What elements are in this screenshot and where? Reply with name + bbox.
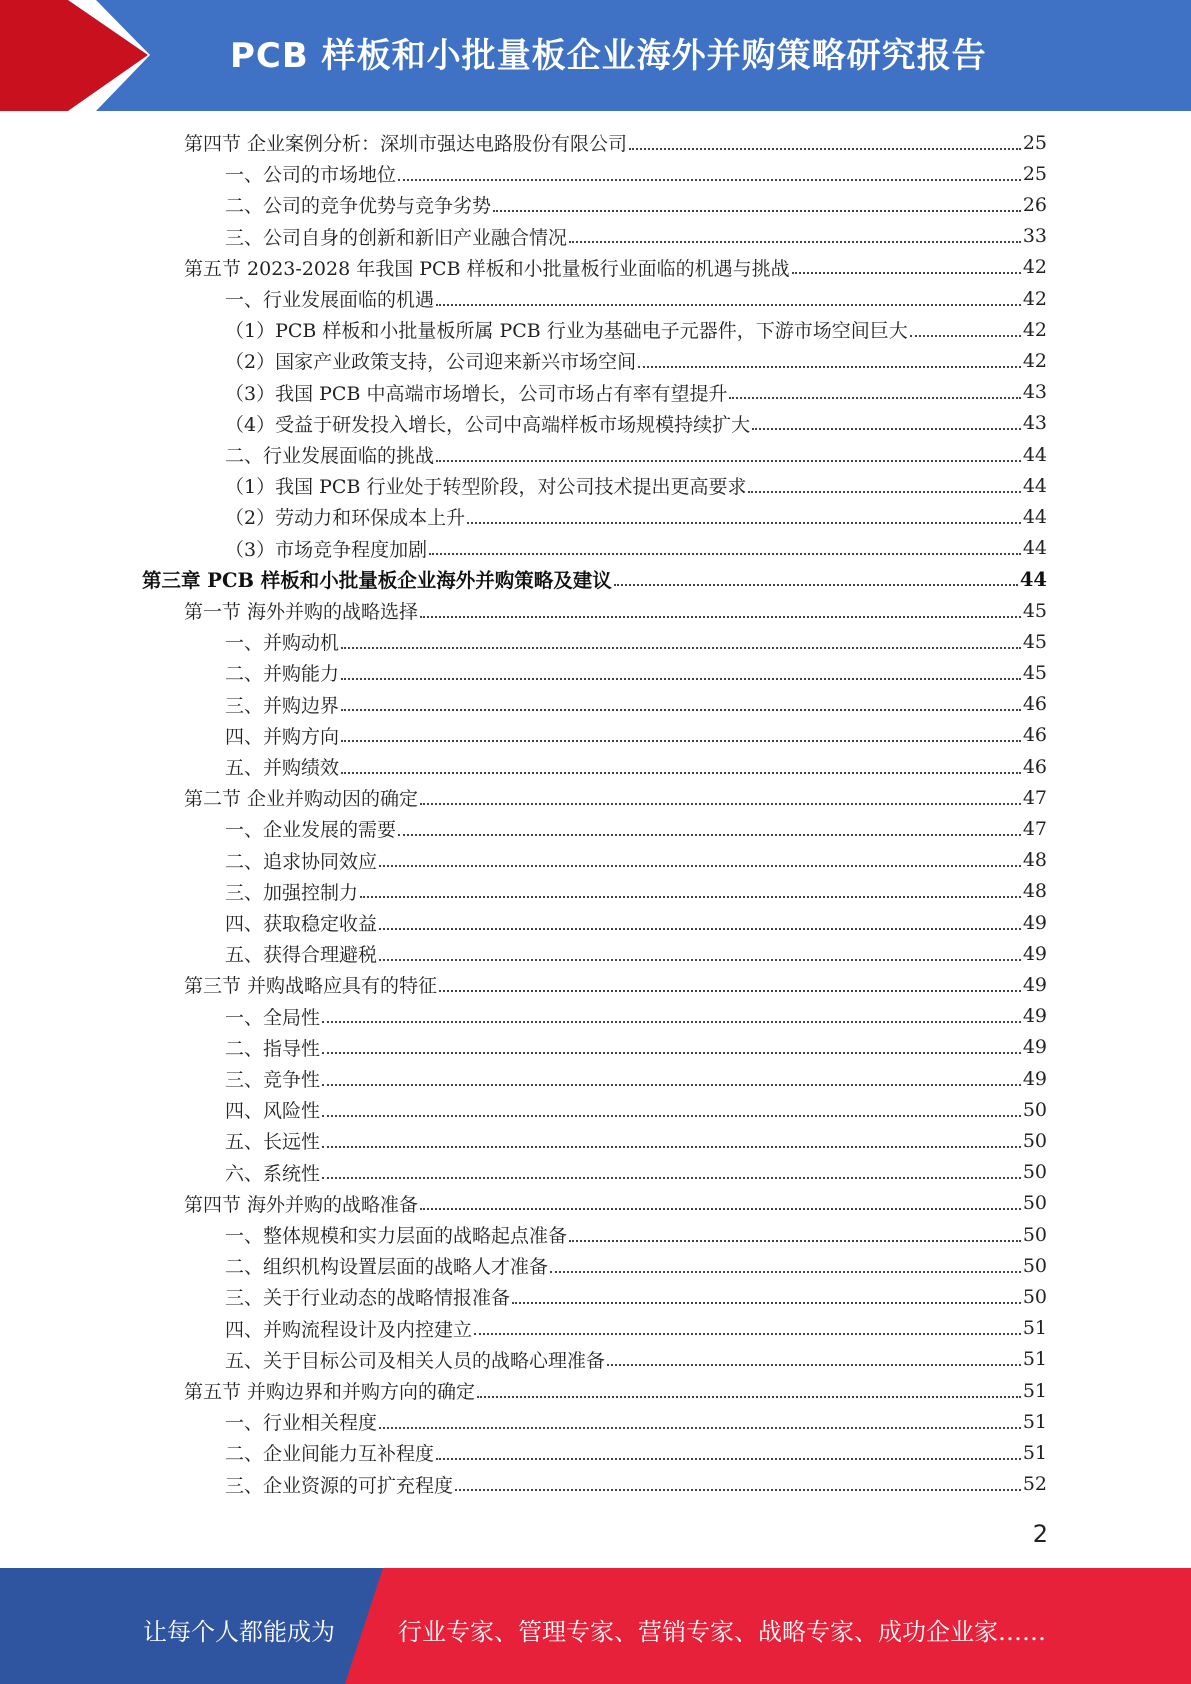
toc-entry-page: 49	[1022, 1067, 1047, 1090]
toc-leader-dots	[429, 553, 1021, 555]
toc-entry-title: （4）受益于研发投入增长，公司中高端样板市场规模持续扩大	[225, 413, 751, 436]
toc-leader-dots	[420, 803, 1021, 805]
toc-entry-page: 44	[1022, 474, 1047, 497]
toc-entry-title: 一、行业相关程度	[225, 1412, 378, 1435]
toc-entry-title: 一、整体规模和实力层面的战略起点准备	[225, 1225, 568, 1247]
toc-entry[interactable]	[225, 938, 1047, 969]
toc-entry-page: 52	[1022, 1473, 1047, 1496]
toc-leader-dots	[322, 1021, 1021, 1023]
toc-entry[interactable]	[225, 158, 1047, 189]
toc-entry[interactable]	[225, 876, 1047, 907]
toc-leader-dots	[550, 1271, 1021, 1273]
toc-leader-dots	[360, 896, 1021, 898]
toc-entry-page: 46	[1022, 693, 1047, 716]
toc-entry-page: 50	[1022, 1223, 1047, 1246]
toc-leader-dots	[341, 772, 1021, 774]
toc-entry-title: 二、指导性	[225, 1037, 321, 1060]
toc-leader-dots	[455, 1489, 1021, 1491]
toc-entry-title: 三、竞争性	[225, 1069, 321, 1091]
toc-entry-title: （1）我国 PCB 行业处于转型阶段，对公司技术提出更高要求	[225, 476, 747, 499]
toc-entry[interactable]	[225, 408, 1047, 439]
toc-entry-page: 44	[1022, 505, 1047, 528]
toc-entry[interactable]	[225, 283, 1047, 314]
toc-entry[interactable]	[225, 1250, 1047, 1281]
toc-entry-page: 50	[1022, 1098, 1047, 1121]
toc-entry-page: 49	[1022, 1005, 1047, 1028]
toc-entry[interactable]	[225, 626, 1047, 657]
toc-leader-dots	[379, 1427, 1021, 1429]
toc-leader-dots	[638, 366, 1021, 368]
toc-entry-page: 47	[1022, 786, 1047, 809]
toc-leader-dots	[341, 647, 1021, 649]
toc-entry-page: 42	[1022, 287, 1047, 310]
footer-slogan-right: 行业专家、管理专家、营销专家、战略专家、成功企业家……	[398, 1618, 1046, 1646]
toc-entry-title: 三、并购边界	[225, 694, 340, 717]
toc-entry-page: 49	[1022, 942, 1047, 965]
toc-entry[interactable]	[225, 657, 1047, 688]
toc-entry-page: 43	[1022, 381, 1047, 404]
toc-entry[interactable]	[225, 221, 1047, 252]
toc-leader-dots	[398, 834, 1021, 836]
toc-leader-dots	[322, 1115, 1021, 1117]
toc-leader-dots	[729, 397, 1020, 399]
toc-entry[interactable]	[225, 1406, 1047, 1437]
toc-entry-page: 47	[1022, 817, 1047, 840]
toc-entry[interactable]	[225, 439, 1047, 470]
toc-entry-title: 一、全局性	[225, 1006, 321, 1029]
toc-entry-title: （2）劳动力和环保成本上升	[225, 507, 466, 530]
toc-entry-title: 五、长远性	[225, 1131, 321, 1154]
toc-entry-page: 42	[1022, 256, 1047, 279]
toc-entry-title: 二、企业间能力互补程度	[225, 1443, 435, 1466]
toc-entry-page: 44	[1022, 443, 1047, 466]
toc-entry-page: 45	[1022, 630, 1047, 653]
page-number: 2	[1032, 1520, 1048, 1548]
toc-leader-dots	[467, 522, 1021, 524]
toc-entry-page: 49	[1022, 911, 1047, 934]
toc-entry-page: 50	[1022, 1192, 1047, 1215]
toc-leader-dots	[569, 241, 1021, 243]
toc-entry[interactable]	[225, 314, 1047, 345]
toc-entry[interactable]	[225, 1437, 1047, 1468]
toc-entry-title: （1）PCB 样板和小批量板所属 PCB 行业为基础电子元器件，下游市场空间巨大	[225, 320, 908, 343]
toc-entry[interactable]	[225, 1094, 1047, 1125]
toc-entry[interactable]	[225, 377, 1047, 408]
toc-entry[interactable]	[225, 501, 1047, 532]
toc-entry[interactable]	[225, 907, 1047, 938]
toc-entry-page: 50	[1022, 1129, 1047, 1152]
toc-entry[interactable]	[225, 189, 1047, 220]
toc-leader-dots	[792, 272, 1021, 274]
toc-entry-page: 45	[1022, 599, 1047, 622]
toc-leader-dots	[420, 616, 1021, 618]
toc-entry-page: 50	[1022, 1285, 1047, 1308]
toc-entry-title: 第三节 并购战略应具有的特征	[184, 975, 438, 998]
toc-entry-title: 四、并购方向	[225, 725, 340, 748]
toc-entry-title: 第五节 并购边界和并购方向的确定	[184, 1381, 476, 1403]
toc-entry-title: 五、并购绩效	[225, 757, 340, 779]
toc-leader-dots	[341, 740, 1021, 742]
toc-leader-dots	[512, 1302, 1021, 1304]
toc-leader-dots	[341, 709, 1021, 711]
toc-entry[interactable]	[225, 1281, 1047, 1312]
toc-entry-title: 第一节 海外并购的战略选择	[184, 601, 419, 623]
toc-entry-title: 三、公司自身的创新和新旧产业融合情况	[225, 226, 568, 249]
toc-entry-title: 第四节 企业案例分析：深圳市强达电路股份有限公司	[184, 133, 628, 155]
toc-entry[interactable]	[184, 969, 1047, 1000]
toc-entry-page: 45	[1022, 661, 1047, 684]
toc-entry[interactable]	[225, 1313, 1047, 1344]
toc-entry[interactable]	[225, 720, 1047, 751]
toc-leader-dots	[341, 678, 1021, 680]
toc-leader-dots	[614, 584, 1018, 586]
toc-entry-title: 第五节 2023-2028 年我国 PCB 样板和小批量板行业面临的机遇与挑战	[184, 257, 790, 280]
toc-entry-page: 51	[1022, 1410, 1047, 1433]
toc-entry[interactable]	[225, 1125, 1047, 1156]
toc-entry-page: 43	[1022, 412, 1047, 435]
toc-leader-dots	[436, 304, 1021, 306]
toc-entry-page: 51	[1022, 1441, 1047, 1464]
toc-leader-dots	[379, 865, 1021, 867]
toc-entry-title: 二、组织机构设置层面的战略人才准备	[225, 1256, 549, 1279]
toc-entry-page: 48	[1022, 880, 1047, 903]
toc-entry-title: 第四节 海外并购的战略准备	[184, 1193, 419, 1216]
toc-entry-title: 三、加强控制力	[225, 881, 359, 904]
toc-entry-title: 四、并购流程设计及内控建立	[225, 1318, 473, 1341]
page-footer	[0, 1568, 1191, 1684]
toc-entry-page: 26	[1022, 193, 1047, 216]
toc-leader-dots	[379, 959, 1021, 961]
toc-entry-title: 二、公司的竞争优势与竞争劣势	[225, 195, 492, 218]
toc-entry-title: 第三章 PCB 样板和小批量板企业海外并购策略及建议	[142, 569, 612, 593]
toc-entry-title: （3）我国 PCB 中高端市场增长，公司市场占有率有望提升	[225, 382, 728, 405]
page-header	[0, 0, 1191, 111]
toc-entry[interactable]	[225, 813, 1047, 844]
toc-entry-title: 四、获取稳定收益	[225, 913, 378, 935]
toc-entry-page: 42	[1022, 349, 1047, 372]
toc-leader-dots	[748, 491, 1020, 493]
toc-entry-page: 46	[1022, 724, 1047, 747]
toc-entry-title: 一、公司的市场地位	[225, 164, 397, 187]
toc-entry-page: 44	[1019, 567, 1047, 591]
toc-entry-title: 四、风险性	[225, 1100, 321, 1123]
toc-entry[interactable]	[225, 470, 1047, 501]
toc-entry-title: 一、行业发展面临的机遇	[225, 289, 435, 311]
toc-entry-page: 25	[1022, 162, 1047, 185]
toc-entry[interactable]	[225, 1219, 1047, 1250]
toc-leader-dots	[398, 179, 1021, 181]
toc-entry[interactable]	[225, 1469, 1047, 1500]
toc-entry-title: 三、关于行业动态的战略情报准备	[225, 1287, 511, 1310]
toc-leader-dots	[493, 210, 1021, 212]
report-title: PCB 样板和小批量板企业海外并购策略研究报告	[230, 36, 987, 76]
toc-leader-dots	[477, 1396, 1021, 1398]
toc-entry-page: 25	[1022, 131, 1047, 154]
toc-leader-dots	[439, 990, 1021, 992]
toc-entry[interactable]	[225, 1063, 1047, 1094]
toc-entry-page: 48	[1022, 849, 1047, 872]
toc-entry-page: 49	[1022, 973, 1047, 996]
toc-entry[interactable]	[225, 751, 1047, 782]
toc-entry[interactable]	[225, 1032, 1047, 1063]
toc-entry-title: 五、获得合理避税	[225, 944, 378, 967]
toc-entry[interactable]	[225, 1001, 1047, 1032]
footer-slogan-left: 让每个人都能成为	[143, 1618, 335, 1646]
toc-leader-dots	[436, 1458, 1021, 1460]
toc-entry[interactable]	[225, 1344, 1047, 1375]
toc-leader-dots	[322, 1146, 1021, 1148]
toc-entry-title: 第二节 企业并购动因的确定	[184, 788, 419, 811]
toc-entry-page: 49	[1022, 1036, 1047, 1059]
toc-leader-dots	[379, 928, 1021, 930]
toc-entry[interactable]	[184, 595, 1047, 626]
toc-leader-dots	[322, 1177, 1021, 1179]
toc-leader-dots	[629, 148, 1021, 150]
toc-leader-dots	[752, 428, 1021, 430]
toc-entry[interactable]	[184, 127, 1047, 158]
toc-entry[interactable]	[225, 845, 1047, 876]
toc-entry-title: （3）市场竞争程度加剧	[225, 538, 428, 561]
toc-entry[interactable]	[184, 1375, 1047, 1406]
toc-entry-title: 一、并购动机	[225, 632, 340, 655]
toc-leader-dots	[322, 1052, 1021, 1054]
toc-leader-dots	[322, 1084, 1021, 1086]
toc-leader-dots	[607, 1364, 1021, 1366]
toc-entry-title: 五、关于目标公司及相关人员的战略心理准备	[225, 1349, 606, 1372]
toc-entry-title: 三、企业资源的可扩充程度	[225, 1474, 454, 1497]
toc-entry-title: （2）国家产业政策支持，公司迎来新兴市场空间	[225, 351, 637, 374]
toc-leader-dots	[569, 1240, 1021, 1242]
toc-entry[interactable]	[184, 1188, 1047, 1219]
toc-entry-page: 42	[1022, 318, 1047, 341]
toc-entry-title: 六、系统性	[225, 1162, 321, 1185]
toc-entry-page: 50	[1022, 1161, 1047, 1184]
toc-entry-title: 二、行业发展面临的挑战	[225, 445, 435, 467]
toc-entry[interactable]	[225, 533, 1047, 564]
toc-entry-page: 51	[1022, 1317, 1047, 1340]
toc-entry-title: 二、追求协同效应	[225, 850, 378, 873]
toc-entry-page: 50	[1022, 1254, 1047, 1277]
toc-entry[interactable]	[184, 252, 1047, 283]
toc-leader-dots	[910, 335, 1021, 337]
toc-leader-dots	[474, 1333, 1021, 1335]
toc-entry-page: 44	[1022, 537, 1047, 560]
toc-leader-dots	[436, 460, 1021, 462]
toc-entry[interactable]	[184, 782, 1047, 813]
toc-entry-title: 一、企业发展的需要	[225, 819, 397, 842]
toc-entry-page: 51	[1022, 1379, 1047, 1402]
toc-entry[interactable]	[225, 689, 1047, 720]
toc-entry-title: 二、并购能力	[225, 663, 340, 686]
toc-leader-dots	[420, 1208, 1021, 1210]
toc-entry-page: 51	[1022, 1348, 1047, 1371]
toc-entry[interactable]	[142, 564, 1047, 595]
toc-entry-page: 33	[1022, 225, 1047, 248]
toc-entry[interactable]	[225, 1157, 1047, 1188]
toc-entry[interactable]	[225, 345, 1047, 376]
toc-entry-page: 46	[1022, 755, 1047, 778]
